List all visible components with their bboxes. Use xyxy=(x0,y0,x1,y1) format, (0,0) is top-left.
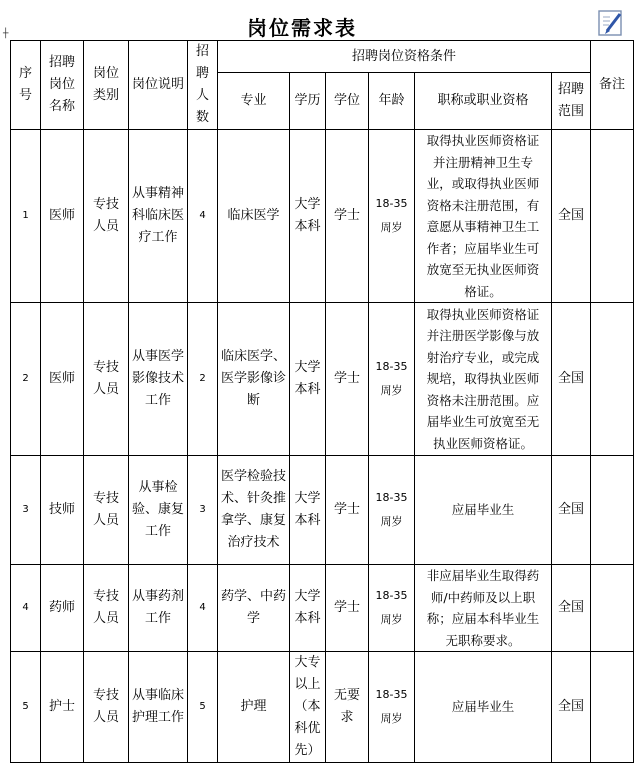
table-row xyxy=(11,652,634,763)
cell-qualification: 应届毕业生 xyxy=(415,652,552,763)
cell-qualification: 取得执业医师资格证并注册精神卫生专业，或取得执业医师资格未注册范围，有意愿从事精神卫生工作者；应届毕业生可放宽至无执业医师资格证。 xyxy=(415,130,552,303)
cell-major: 临床医学、医学影像诊断 xyxy=(218,303,290,456)
cell-description: 从事精神科临床医疗工作 xyxy=(129,130,188,303)
header-description: 岗位说明 xyxy=(129,41,188,130)
cell-category: 专技人员 xyxy=(84,456,129,565)
cell-qualification: 取得执业医师资格证并注册医学影像与放射治疗专业，或完成规培，取得执业医师资格未注册范围。应届毕业生可放宽至无执业医师资格证。 xyxy=(415,303,552,456)
cell-name: 医师 xyxy=(41,130,84,303)
cell-remarks xyxy=(591,652,634,763)
header-qualifications: 招聘岗位资格条件 xyxy=(218,41,591,73)
table-move-handle-icon[interactable]: ┼ xyxy=(3,29,9,39)
cell-description: 从事药剂工作 xyxy=(129,565,188,652)
table-row xyxy=(11,565,634,652)
cell-education: 大学本科 xyxy=(290,456,326,565)
page-title: 岗位需求表 xyxy=(247,16,357,40)
cell-name: 护士 xyxy=(41,652,84,763)
cell-category: 专技人员 xyxy=(84,565,129,652)
cell-name: 医师 xyxy=(41,303,84,456)
cell-seq: 3 xyxy=(11,456,41,565)
cell-education: 大专以上（本科优先） xyxy=(290,652,326,763)
cell-major: 护理 xyxy=(218,652,290,763)
cell-count: 2 xyxy=(188,303,218,456)
cell-scope: 全国 xyxy=(552,303,591,456)
header-education: 学历 xyxy=(290,73,326,130)
header-category: 岗位类别 xyxy=(84,41,129,130)
cell-description: 从事医学影像技术工作 xyxy=(129,303,188,456)
cell-degree: 学士 xyxy=(326,303,369,456)
cell-remarks xyxy=(591,130,634,303)
cell-category: 专技人员 xyxy=(84,652,129,763)
cell-count: 4 xyxy=(188,565,218,652)
cell-age: 18-35周岁 xyxy=(369,130,415,303)
header-degree: 学位 xyxy=(326,73,369,130)
cell-category: 专技人员 xyxy=(84,303,129,456)
cell-remarks xyxy=(591,303,634,456)
cell-seq: 1 xyxy=(11,130,41,303)
table-row xyxy=(11,456,634,565)
cell-education: 大学本科 xyxy=(290,130,326,303)
cell-degree: 无要求 xyxy=(326,652,369,763)
cell-age: 18-35周岁 xyxy=(369,565,415,652)
cell-remarks xyxy=(591,456,634,565)
cell-scope: 全国 xyxy=(552,456,591,565)
header-remarks: 备注 xyxy=(591,41,634,130)
table-row xyxy=(11,130,634,303)
cell-scope: 全国 xyxy=(552,130,591,303)
cell-seq: 5 xyxy=(11,652,41,763)
cell-degree: 学士 xyxy=(326,456,369,565)
job-requirements-table xyxy=(10,40,634,763)
header-major: 专业 xyxy=(218,73,290,130)
edit-pen-icon[interactable] xyxy=(598,9,624,37)
cell-scope: 全国 xyxy=(552,565,591,652)
table-row xyxy=(11,303,634,456)
cell-count: 3 xyxy=(188,456,218,565)
cell-qualification: 非应届毕业生取得药师/中药师及以上职称；应届本科毕业生无职称要求。 xyxy=(415,565,552,652)
cell-degree: 学士 xyxy=(326,130,369,303)
cell-description: 从事临床护理工作 xyxy=(129,652,188,763)
cell-age: 18-35周岁 xyxy=(369,652,415,763)
header-seq: 序号 xyxy=(11,41,41,130)
cell-education: 大学本科 xyxy=(290,303,326,456)
header-position-name: 招聘岗位名称 xyxy=(41,41,84,130)
cell-major: 临床医学 xyxy=(218,130,290,303)
header-title-cert: 职称或职业资格 xyxy=(415,73,552,130)
cell-seq: 4 xyxy=(11,565,41,652)
cell-category: 专技人员 xyxy=(84,130,129,303)
cell-description: 从事检验、康复工作 xyxy=(129,456,188,565)
cell-remarks xyxy=(591,565,634,652)
header-count: 招聘人数 xyxy=(188,41,218,130)
cell-count: 5 xyxy=(188,652,218,763)
cell-degree: 学士 xyxy=(326,565,369,652)
cell-major: 医学检验技术、针灸推拿学、康复治疗技术 xyxy=(218,456,290,565)
header-scope: 招聘范围 xyxy=(552,73,591,130)
cell-age: 18-35周岁 xyxy=(369,303,415,456)
cell-count: 4 xyxy=(188,130,218,303)
cell-qualification: 应届毕业生 xyxy=(415,456,552,565)
cell-seq: 2 xyxy=(11,303,41,456)
cell-education: 大学本科 xyxy=(290,565,326,652)
cell-scope: 全国 xyxy=(552,652,591,763)
cell-major: 药学、中药学 xyxy=(218,565,290,652)
header-age: 年龄 xyxy=(369,73,415,130)
cell-age: 18-35周岁 xyxy=(369,456,415,565)
cell-name: 药师 xyxy=(41,565,84,652)
cell-name: 技师 xyxy=(41,456,84,565)
